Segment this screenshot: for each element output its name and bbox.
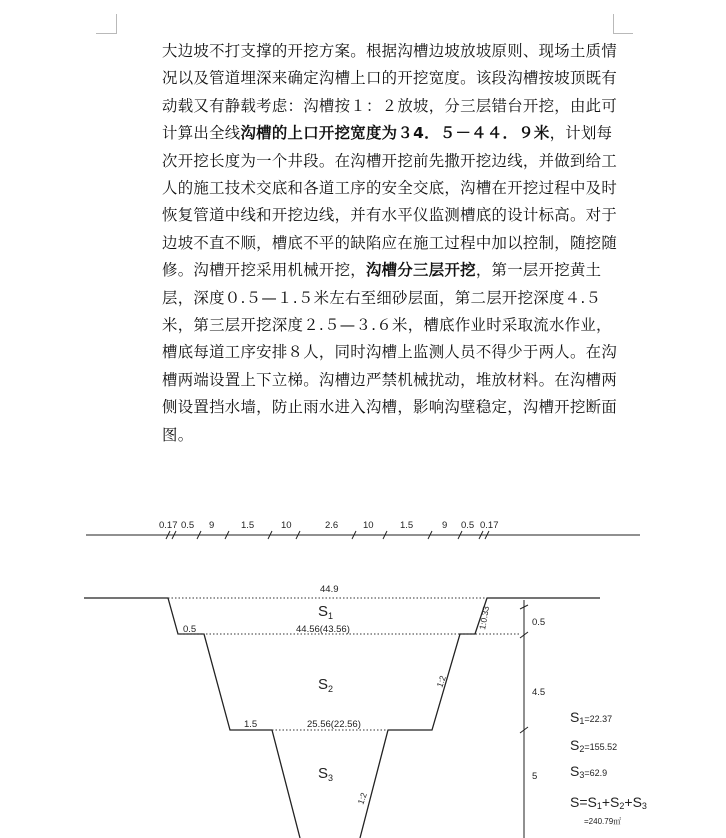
top-dim-8: 9 — [442, 520, 448, 531]
top-dim-3: 1.5 — [241, 520, 255, 531]
area-value-s1: S1=22.37 — [570, 709, 613, 726]
paragraph-text-1: 大边坡不打支撑的开挖方案。根据沟槽边坡放坡原则、现场土质情况以及管道埋深来确定沟槽上口的开挖宽度。该段沟槽按坡顶既有动载又有静载考虑：沟槽按１：２放坡，分三层错台开挖，由此可计算出全线 — [162, 42, 618, 143]
paragraph-bold-1: 沟槽的上口开挖宽度为３4．５－４４．９米 — [240, 124, 550, 143]
paragraph-text-2: ，计划每次开挖长度为一个井段。在沟槽开挖前先撒开挖边线，并做到给工人的施工技术交底和各道工序的安全交底，沟槽在开挖过程中及时恢复管道中线和开挖边线，并有水平仪监测槽底的设计标高。对于边坡不直不顺，槽底不平的缺陷应在施工过程中加以控制，随挖随修。沟槽开挖采用机械开挖， — [162, 124, 618, 280]
top-dim-5: 2.6 — [325, 520, 339, 531]
slope-low-label: 1:2 — [355, 791, 369, 806]
top-dim-7: 1.5 — [400, 520, 414, 531]
depth3-label: 5 — [532, 771, 538, 782]
top-dim-1: 0.5 — [181, 520, 195, 531]
level-lines — [168, 598, 520, 730]
top-dim-10: 0.17 — [480, 520, 499, 531]
mid-width1-label: 44.56(43.56) — [296, 624, 350, 635]
top-dim-2: 9 — [209, 520, 215, 531]
area-total: =240.79㎡ — [584, 817, 622, 826]
area-label-s1: $S_1$ — [318, 603, 334, 621]
bench2-label: 1.5 — [244, 719, 258, 730]
top-dim-4: 10 — [281, 520, 292, 531]
top-dim-9: 0.5 — [461, 520, 475, 531]
slope-top-label: 1:0.33 — [477, 605, 492, 631]
bench1-label: 0.5 — [183, 624, 197, 635]
top-dim-6: 10 — [363, 520, 374, 531]
paragraph-text-3: ，第一层开挖黄土层，深度０.５—１.５米左右至细砂层面，第二层开挖深度４.５米，第三层开挖深度２.５—３.６米，槽底作业时采取流水作业，槽底每道工序安排８人，同时沟槽上监测人员不得少于两人。在沟槽两端设置上下立梯。沟槽边严禁机械扰动，堆放材料。在沟槽两侧设置挡水墙，防止雨水进入沟槽，影响沟壁稳定，沟槽开挖断面图。 — [162, 261, 618, 444]
top-width-label: 44.9 — [320, 584, 339, 595]
paragraph-bold-2: 沟槽分三层开挖 — [365, 261, 476, 280]
area-label-s2: $S_2$ — [318, 676, 334, 694]
area-label-s3: $S_3$ — [318, 765, 334, 783]
depth2-label: 4.5 — [532, 687, 546, 698]
area-sum-formula: S=S1+S2+S3 — [570, 794, 647, 811]
slope-mid-label: 1:2 — [434, 674, 448, 689]
depth1-label: 0.5 — [532, 617, 546, 628]
area-value-s2: S2=155.52 — [570, 737, 618, 754]
mid-width2-label: 25.56(22.56) — [307, 719, 361, 730]
top-dim-0: 0.17 — [159, 520, 178, 531]
area-value-s3: S3=62.9 — [570, 763, 608, 780]
